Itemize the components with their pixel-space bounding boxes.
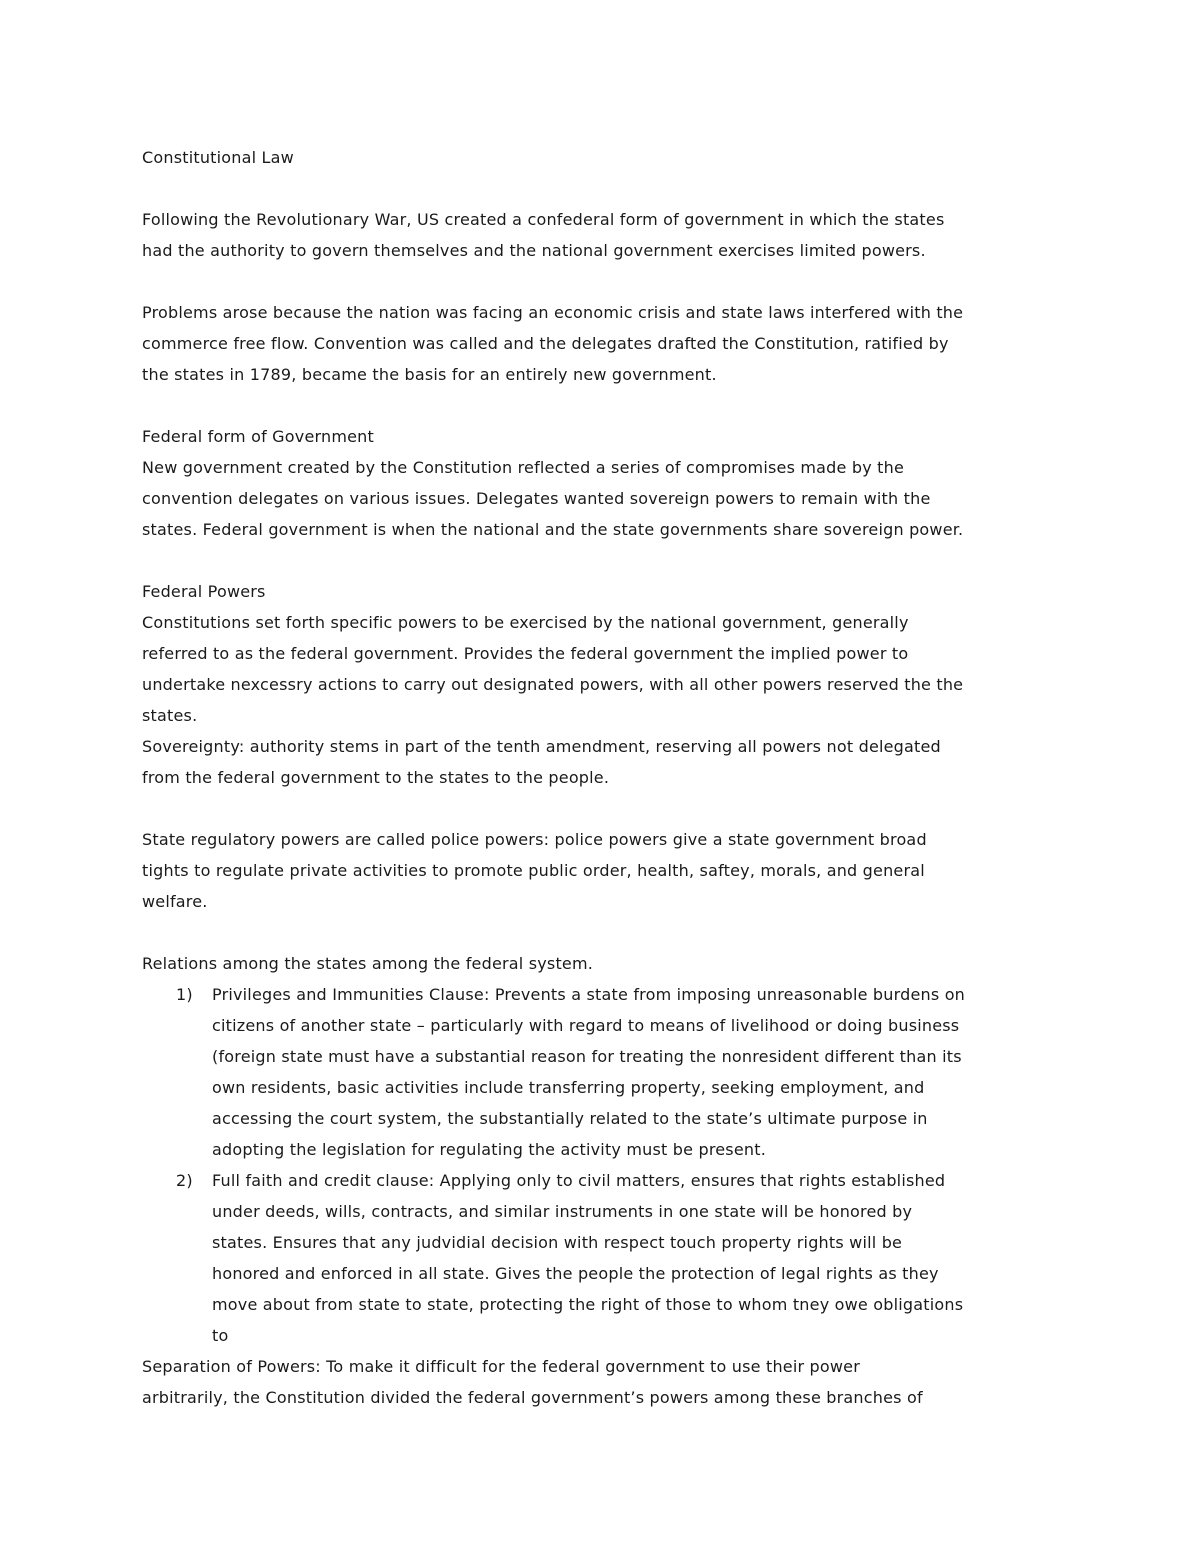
list-item (142, 979, 1062, 1165)
spacer (142, 173, 1062, 204)
list-item-line: under deeds, wills, contracts, and similar instruments in one state will be honored by (212, 1202, 913, 1221)
police-powers-paragraph (142, 824, 1062, 917)
spacer (142, 917, 1062, 948)
paragraph-line: the states in 1789, became the basis for an entirely new government. (142, 365, 717, 384)
paragraph-line: Following the Revolutionary War, US created a confederal form of government in which the states (142, 210, 945, 229)
document-body (142, 142, 1062, 1413)
spacer (142, 390, 1062, 421)
list-marker: 2) (176, 1171, 193, 1190)
paragraph-line: State regulatory powers are called police powers: police powers give a state government broad (142, 830, 927, 849)
paragraph-line: undertake nexcessry actions to carry out designated powers, with all other powers reserved the the (142, 675, 964, 694)
list-item-line: states. Ensures that any judvidial decision with respect touch property rights will be (212, 1233, 903, 1252)
list-item-line: move about from state to state, protecting the right of those to whom tney owe obligations (212, 1295, 964, 1314)
list-item-line: to (212, 1326, 229, 1345)
paragraph-line: Separation of Powers: To make it difficult for the federal government to use their power (142, 1357, 860, 1376)
spacer (142, 266, 1062, 297)
document-title: Constitutional Law (142, 148, 294, 167)
federal-powers-paragraph (142, 607, 1062, 793)
paragraph-line: commerce free flow. Convention was called and the delegates drafted the Constitution, ratified by (142, 334, 949, 353)
paragraph-line: welfare. (142, 892, 208, 911)
paragraph-line: had the authority to govern themselves and the national government exercises limited powers. (142, 241, 926, 260)
list-item (142, 1165, 1062, 1351)
list-item-line: honored and enforced in all state. Gives the people the protection of legal rights as they (212, 1264, 939, 1283)
paragraph-line: convention delegates on various issues. Delegates wanted sovereign powers to remain with the (142, 489, 931, 508)
paragraph-line: New government created by the Constitution reflected a series of compromises made by the (142, 458, 905, 477)
federal-powers-heading: Federal Powers (142, 582, 266, 601)
paragraph-line: from the federal government to the states to the people. (142, 768, 610, 787)
list-item-line: (foreign state must have a substantial reason for treating the nonresident different than its (212, 1047, 962, 1066)
intro-paragraph (142, 204, 1062, 266)
list-marker: 1) (176, 985, 193, 1004)
list-item-line: Full faith and credit clause: Applying only to civil matters, ensures that rights established (212, 1171, 946, 1190)
paragraph-line: states. (142, 706, 198, 725)
federal-form-paragraph (142, 452, 1062, 545)
paragraph-line: arbitrarily, the Constitution divided the federal government’s powers among these branches of (142, 1388, 923, 1407)
list-item-line: accessing the court system, the substantially related to the state’s ultimate purpose in (212, 1109, 928, 1128)
relations-heading: Relations among the states among the federal system. (142, 954, 594, 973)
list-item-line: Privileges and Immunities Clause: Prevents a state from imposing unreasonable burdens on (212, 985, 966, 1004)
paragraph-line: tights to regulate private activities to promote public order, health, saftey, morals, and general (142, 861, 925, 880)
list-item-line: citizens of another state – particularly with regard to means of livelihood or doing business (212, 1016, 960, 1035)
separation-paragraph (142, 1351, 1062, 1413)
paragraph-line: Sovereignty: authority stems in part of the tenth amendment, reserving all powers not delegated (142, 737, 941, 756)
spacer (142, 793, 1062, 824)
list-item-line: own residents, basic activities include transferring property, seeking employment, and (212, 1078, 925, 1097)
problems-paragraph (142, 297, 1062, 390)
paragraph-line: states. Federal government is when the national and the state governments share sovereign power. (142, 520, 964, 539)
paragraph-line: Constitutions set forth specific powers to be exercised by the national government, generally (142, 613, 909, 632)
spacer (142, 545, 1062, 576)
relations-list (142, 979, 1062, 1351)
list-item-line: adopting the legislation for regulating the activity must be present. (212, 1140, 766, 1159)
federal-form-heading: Federal form of Government (142, 427, 374, 446)
paragraph-line: Problems arose because the nation was facing an economic crisis and state laws interfered with the (142, 303, 964, 322)
paragraph-line: referred to as the federal government. Provides the federal government the implied power to (142, 644, 909, 663)
